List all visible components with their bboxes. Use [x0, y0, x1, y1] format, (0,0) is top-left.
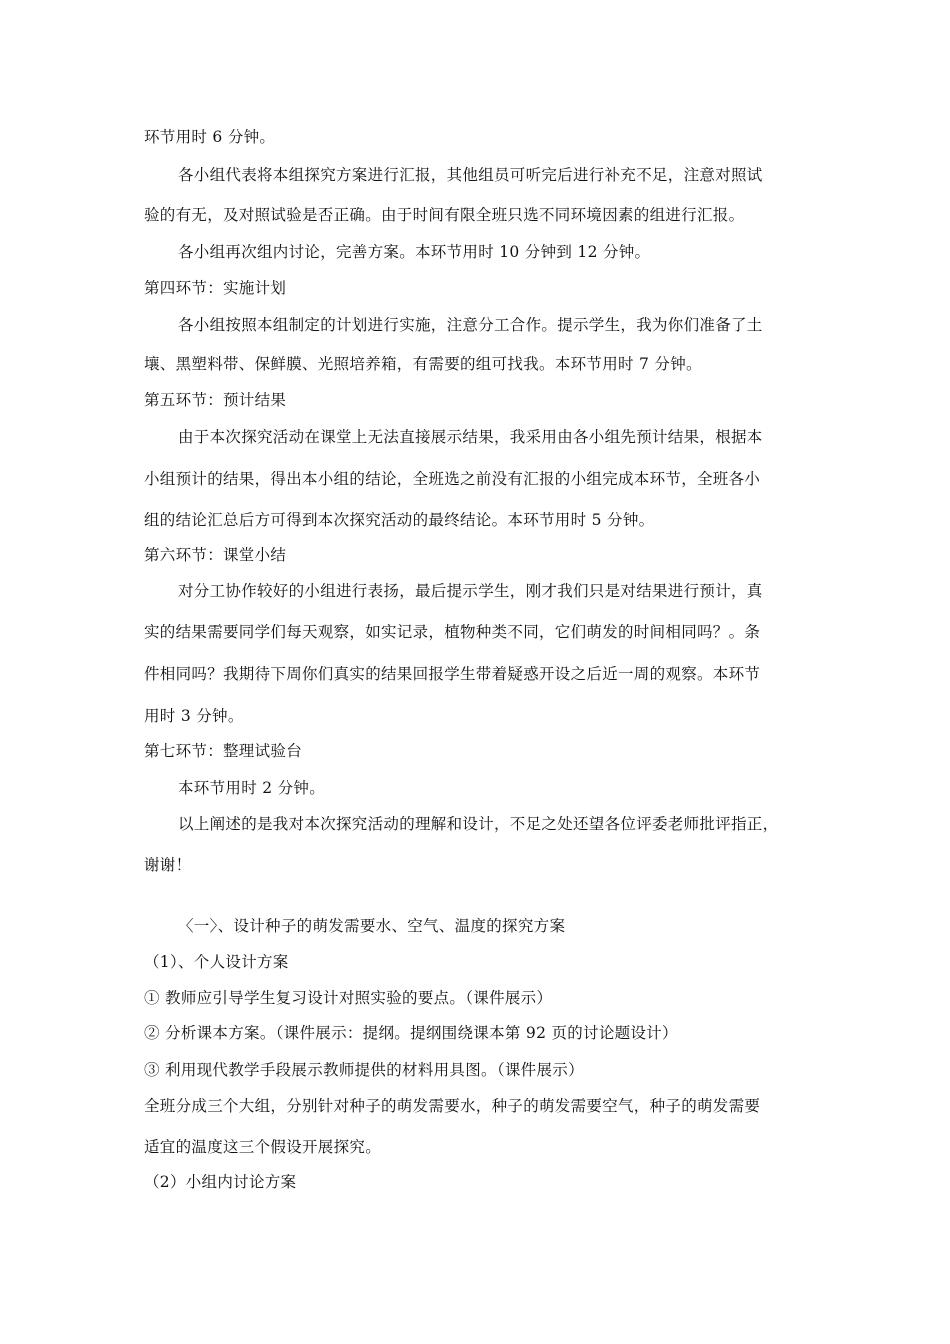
list-item: ① 教师应引导学生复习设计对照实验的要点。（课件展示）: [144, 989, 553, 1007]
paragraph-line: 以上阐述的是我对本次探究活动的理解和设计，不足之处还望各位评委老师批评指正，: [178, 815, 779, 833]
paragraph-line: 对分工协作较好的小组进行表扬，最后提示学生，刚才我们只是对结果进行预计，真: [178, 582, 763, 600]
paragraph-line: 各小组代表将本组探究方案进行汇报，其他组员可听完后进行补充不足，注意对照试: [178, 166, 763, 184]
paragraph-line: 用时 3 分钟。: [144, 707, 244, 725]
paragraph-line: 小组预计的结果，得出本小组的结论，全班选之前没有汇报的小组完成本环节，全班各小: [144, 470, 761, 488]
paragraph-line: 各小组再次组内讨论，完善方案。本环节用时 10 分钟到 12 分钟。: [178, 243, 651, 261]
paragraph-line: 本环节用时 2 分钟。: [178, 779, 326, 797]
paragraph-line: 由于本次探究活动在课堂上无法直接展示结果，我采用由各小组先预计结果，根据本: [178, 428, 763, 446]
subheading: （2）小组内讨论方案: [144, 1173, 297, 1191]
section-heading: 第七环节：整理试验台: [144, 742, 303, 760]
paragraph-line: 壤、黑塑料带、保鲜膜、光照培养箱，有需要的组可找我。本环节用时 7 分钟。: [144, 355, 702, 373]
section-heading: 第四环节：实施计划: [144, 279, 287, 297]
list-item: ③ 利用现代教学手段展示教师提供的材料用具图。（课件展示）: [144, 1061, 584, 1079]
paragraph-line: 各小组按照本组制定的计划进行实施，注意分工合作。提示学生，我为你们准备了土: [178, 316, 763, 334]
paragraph-line: 适宜的温度这三个假设开展探究。: [144, 1138, 382, 1156]
list-item: ② 分析课本方案。（课件展示：提纲。提纲围绕课本第 92 页的讨论题设计）: [144, 1024, 678, 1042]
paragraph-line: 谢谢！: [144, 856, 192, 874]
subheading: （1）、个人设计方案: [144, 953, 289, 971]
paragraph-line: 实的结果需要同学们每天观察，如实记录，植物种类不同，它们萌发的时间相同吗？。条: [144, 623, 761, 641]
section-heading: 第六环节：课堂小结: [144, 546, 287, 564]
paragraph-line: 环节用时 6 分钟。: [144, 128, 276, 146]
paragraph-line: 验的有无，及对照试验是否正确。由于时间有限全班只选不同环境因素的组进行汇报。: [144, 206, 745, 224]
paragraph-line: 全班分成三个大组，分别针对种子的萌发需要水，种子的萌发需要空气，种子的萌发需要: [144, 1097, 761, 1115]
section-heading: 〈一〉、设计种子的萌发需要水、空气、温度的探究方案: [178, 917, 566, 935]
paragraph-line: 组的结论汇总后方可得到本次探究活动的最终结论。本环节用时 5 分钟。: [144, 511, 655, 529]
section-heading: 第五环节：预计结果: [144, 391, 287, 409]
paragraph-line: 件相同吗？我期待下周你们真实的结果回报学生带着疑惑开设之后近一周的观察。本环节: [144, 665, 761, 683]
